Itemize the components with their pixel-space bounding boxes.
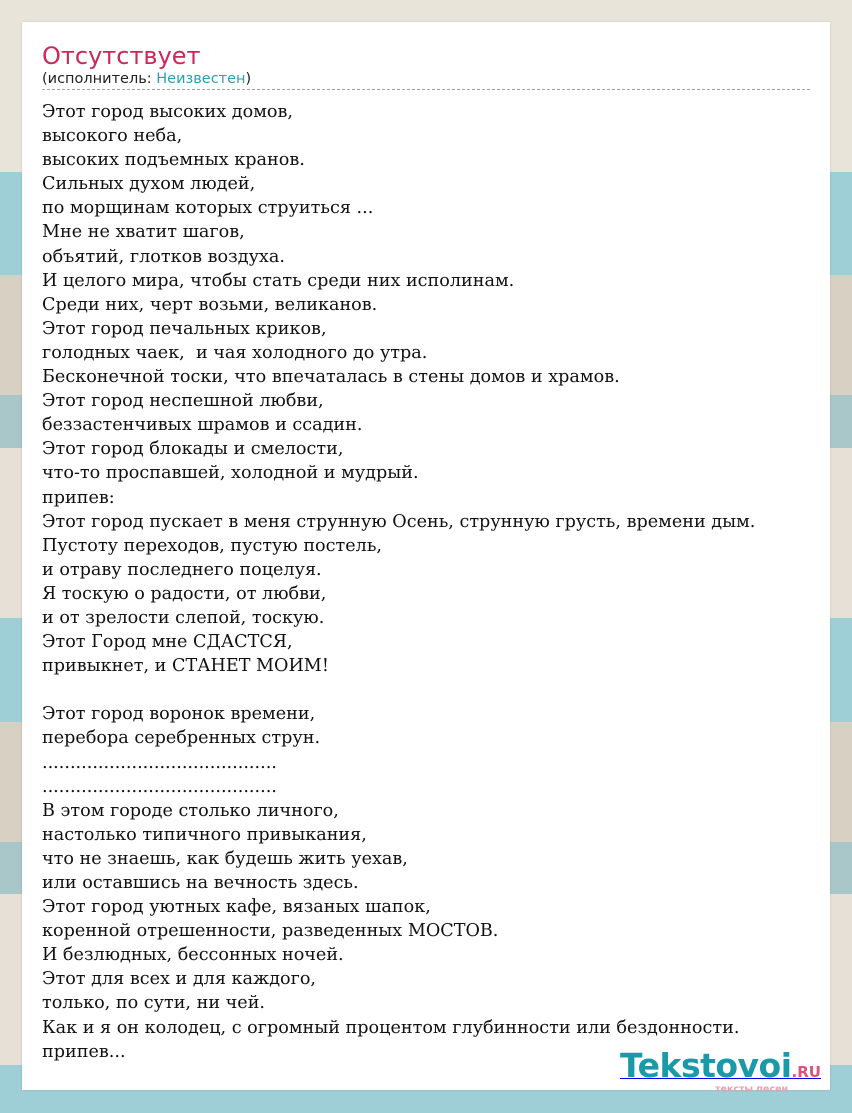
lyric-line: Среди них, черт возьми, великанов. xyxy=(42,294,378,315)
site-logo[interactable] xyxy=(620,1046,821,1095)
lyric-line: И безлюдных, бессонных ночей. xyxy=(42,945,344,966)
lyric-line: Я тоскую о радости, от любви, xyxy=(42,583,327,604)
lyric-line: Этот Город мне СДАСТСЯ, xyxy=(42,632,293,653)
artist-suffix: ) xyxy=(245,71,252,87)
lyric-line: высокого неба, xyxy=(42,126,183,147)
lyric-line: что-то проспавшей, холодной и мудрый. xyxy=(42,463,419,484)
lyric-line: высоких подъемных кранов. xyxy=(42,150,305,171)
lyric-line: объятий, глотков воздуха. xyxy=(42,246,285,267)
lyric-line: припев... xyxy=(42,1041,126,1062)
artist-link[interactable]: Неизвестен xyxy=(156,71,246,87)
lyric-line: .......................................... xyxy=(42,752,277,773)
lyric-line: только, по сути, ни чей. xyxy=(42,993,266,1014)
lyric-line: Как и я он колодец, с огромный процентом глубинности или бездонности. xyxy=(42,1017,740,1038)
song-title: Отсутствует xyxy=(42,42,201,70)
lyric-line: Мне не хватит шагов, xyxy=(42,222,245,243)
lyric-line: по морщинам которых струиться ... xyxy=(42,198,374,219)
lyric-line: Сильных духом людей, xyxy=(42,174,256,195)
lyric-line: В этом городе столько личного, xyxy=(42,800,339,821)
title-divider xyxy=(42,89,810,90)
lyric-line: беззастенчивых шрамов и ссадин. xyxy=(42,415,363,436)
lyrics-text xyxy=(42,100,755,1064)
lyric-line: Этот город воронок времени, xyxy=(42,704,316,725)
lyric-line: И целого мира, чтобы стать среди них исполинам. xyxy=(42,270,515,291)
lyric-line: Этот город уютных кафе, вязаных шапок, xyxy=(42,897,431,918)
lyric-line: Этот для всех и для каждого, xyxy=(42,969,317,990)
lyric-line xyxy=(42,678,755,702)
lyric-line: Пустоту переходов, пустую постель, xyxy=(42,535,382,556)
lyric-line: Этот город блокады и смелости, xyxy=(42,439,344,460)
artist-prefix: (исполнитель: xyxy=(42,71,157,87)
lyric-line: .......................................... xyxy=(42,776,277,797)
lyric-line: коренной отрешенности, разведенных МОСТОВ. xyxy=(42,921,499,942)
lyric-line: припев: xyxy=(42,487,115,508)
logo-tld: .RU xyxy=(791,1063,821,1081)
lyric-line: перебора серебренных струн. xyxy=(42,728,321,749)
lyric-line: привыкнет, и СТАНЕТ МОИМ! xyxy=(42,656,329,677)
lyric-line: Этот город печальных криков, xyxy=(42,318,327,339)
artist-line xyxy=(42,71,251,87)
lyric-line: голодных чаек, и чая холодного до утра. xyxy=(42,342,428,363)
lyric-line: Этот город пускает в меня струнную Осень, струнную грусть, времени дым. xyxy=(42,511,756,532)
lyric-line: или оставшись на вечность здесь. xyxy=(42,873,359,893)
lyric-line: настолько типичного привыкания, xyxy=(42,824,367,845)
lyric-line: и от зрелости слепой, тоскую. xyxy=(42,607,325,628)
logo-tagline: тексты песен xyxy=(715,1084,789,1095)
lyric-line: Бесконечной тоски, что впечаталась в стены домов и храмов. xyxy=(42,367,620,388)
lyrics-card xyxy=(22,22,830,1095)
lyric-line: Этот город неспешной любви, xyxy=(42,391,324,412)
lyric-line: и отраву последнего поцелуя. xyxy=(42,559,322,580)
logo-main-text: Tekstovoi xyxy=(620,1046,792,1085)
lyric-line: Этот город высоких домов, xyxy=(42,102,293,122)
lyric-line: что не знаешь, как будешь жить уехав, xyxy=(42,848,408,869)
